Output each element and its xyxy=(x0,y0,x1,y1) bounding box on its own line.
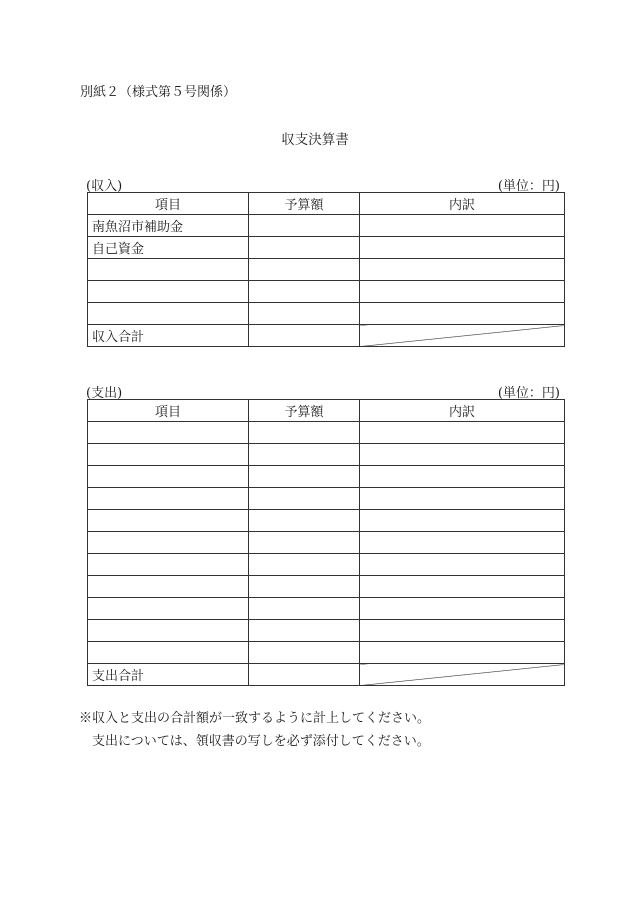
expense-table xyxy=(87,399,565,686)
expense-row xyxy=(88,642,565,664)
income-row xyxy=(88,303,565,325)
expense-row xyxy=(88,554,565,576)
expense-total-budget xyxy=(249,664,360,686)
income-row-breakdown xyxy=(360,259,565,281)
expense-row-item xyxy=(88,554,249,576)
income-row-breakdown xyxy=(360,237,565,259)
income-row-budget xyxy=(249,259,360,281)
income-row-breakdown xyxy=(360,303,565,325)
expense-row xyxy=(88,620,565,642)
income-row xyxy=(88,259,565,281)
expense-row-breakdown xyxy=(360,598,565,620)
expense-row-item xyxy=(88,466,249,488)
expense-total-label: 支出合計 xyxy=(88,664,249,686)
expense-row-budget xyxy=(249,422,360,444)
expense-total-row xyxy=(88,664,565,686)
income-total-row xyxy=(88,325,565,347)
income-row-budget xyxy=(249,281,360,303)
income-row-budget xyxy=(249,237,360,259)
income-row xyxy=(88,215,565,237)
expense-header-row xyxy=(88,400,565,422)
income-row-item xyxy=(88,303,249,325)
expense-row xyxy=(88,598,565,620)
income-row-item xyxy=(88,259,249,281)
expense-col-item: 項目 xyxy=(88,400,249,422)
expense-row-budget xyxy=(249,620,360,642)
expense-row-breakdown xyxy=(360,444,565,466)
expense-unit-label: (単位：円) xyxy=(497,386,560,401)
expense-row xyxy=(88,576,565,598)
expense-row-budget xyxy=(249,554,360,576)
expense-row-breakdown xyxy=(360,620,565,642)
expense-row-breakdown xyxy=(360,466,565,488)
note-receipt: 支出については、領収書の写しを必ず添付してください。 xyxy=(92,734,430,749)
income-header-row xyxy=(88,193,565,215)
income-row-breakdown xyxy=(360,215,565,237)
expense-row-breakdown xyxy=(360,642,565,664)
expense-row-breakdown xyxy=(360,488,565,510)
expense-row-budget xyxy=(249,510,360,532)
income-row-item xyxy=(88,281,249,303)
expense-col-breakdown: 内訳 xyxy=(360,400,565,422)
expense-row-breakdown xyxy=(360,510,565,532)
expense-row-budget xyxy=(249,488,360,510)
income-section-label: (収入) xyxy=(86,179,123,194)
expense-row xyxy=(88,532,565,554)
expense-row-breakdown xyxy=(360,576,565,598)
expense-row-item xyxy=(88,576,249,598)
expense-row-breakdown xyxy=(360,422,565,444)
expense-row xyxy=(88,466,565,488)
income-row xyxy=(88,237,565,259)
income-col-budget: 予算額 xyxy=(249,193,360,215)
expense-row xyxy=(88,488,565,510)
income-col-item: 項目 xyxy=(88,193,249,215)
expense-row-budget xyxy=(249,598,360,620)
income-total-label: 収入合計 xyxy=(88,325,249,347)
income-total-breakdown-slash xyxy=(360,325,565,347)
income-row-item: 南魚沼市補助金 xyxy=(88,215,249,237)
income-total-budget xyxy=(249,325,360,347)
income-row xyxy=(88,281,565,303)
expense-row-item xyxy=(88,598,249,620)
expense-row-item xyxy=(88,620,249,642)
income-col-breakdown: 内訳 xyxy=(360,193,565,215)
expense-col-budget: 予算額 xyxy=(249,400,360,422)
expense-row-item xyxy=(88,532,249,554)
expense-row-budget xyxy=(249,532,360,554)
attachment-label: 別紙２（様式第５号関係） xyxy=(80,85,237,100)
expense-row-item xyxy=(88,642,249,664)
expense-row-breakdown xyxy=(360,532,565,554)
expense-row-breakdown xyxy=(360,554,565,576)
expense-row-budget xyxy=(249,576,360,598)
income-row-budget xyxy=(249,303,360,325)
expense-row-item xyxy=(88,510,249,532)
income-row-budget xyxy=(249,215,360,237)
note-total-match: ※収入と支出の合計額が一致するように計上してください。 xyxy=(79,711,431,726)
expense-row xyxy=(88,422,565,444)
expense-row-budget xyxy=(249,466,360,488)
expense-row-budget xyxy=(249,444,360,466)
expense-row-item xyxy=(88,422,249,444)
expense-row-item xyxy=(88,444,249,466)
expense-section-label: (支出) xyxy=(86,386,123,401)
expense-row-budget xyxy=(249,642,360,664)
expense-row-item xyxy=(88,488,249,510)
expense-row xyxy=(88,510,565,532)
income-row-breakdown xyxy=(360,281,565,303)
income-unit-label: (単位：円) xyxy=(497,179,560,194)
income-table xyxy=(87,192,565,347)
document-title: 収支決算書 xyxy=(281,132,349,148)
income-row-item: 自己資金 xyxy=(88,237,249,259)
expense-total-breakdown-slash xyxy=(360,664,565,686)
expense-row xyxy=(88,444,565,466)
